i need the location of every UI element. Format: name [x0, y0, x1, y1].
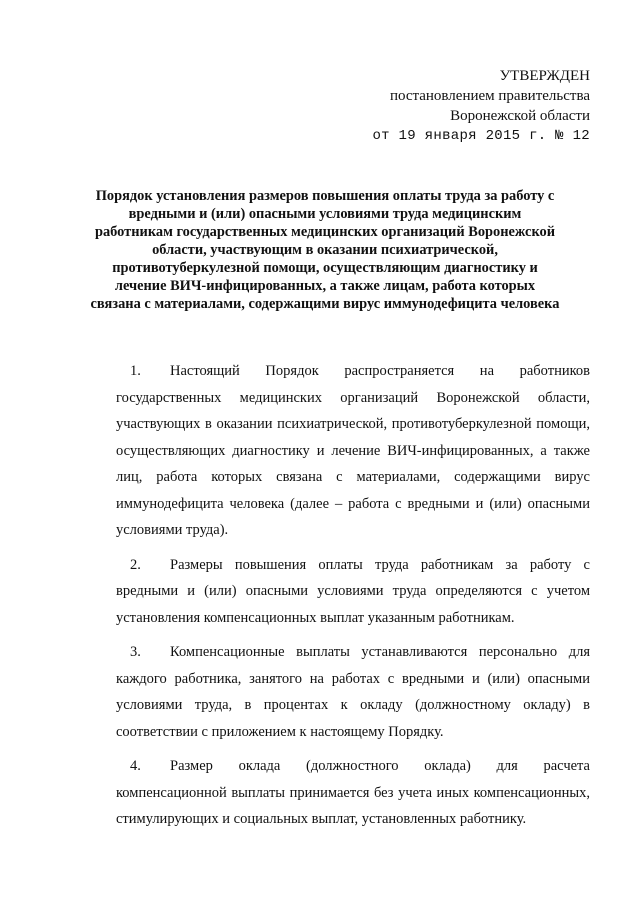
paragraph-number: 1. [130, 363, 141, 379]
paragraph-number: 2. [130, 556, 141, 573]
approval-line-1: постановлением правительства [389, 88, 590, 104]
paragraph-number: 4. [130, 758, 141, 774]
paragraph-number: 3. [130, 644, 141, 660]
paragraph-4 [116, 753, 590, 833]
paragraph-1 [116, 358, 590, 544]
paragraph-text: Настоящий Порядок распространяется на работников государственных медицинских организаций Воронежской области, участвующих в оказании психиатрической, противотуберкулезной помощи, осуществляющих диагностику и лечение ВИЧ-инфицированных, а также лиц, работа которых связана с материалами, содержащими вирус иммунодефицита человека (далее – работа с вредными и (или) опасными условиями труда). [116, 363, 590, 538]
paragraph-2 [116, 552, 590, 632]
document-title: Порядок установления размеров повышения оплаты труда за работу с вредными и (или) опасными условиями труда медицинским работникам государственных медицинских организаций Воронежской области, участвующим в оказании психиатрической, противотуберкулезной помощи, осуществляющим диагностику и лечение ВИЧ-инфицированных, а также лицам, работа которых связана с материалами, содержащими вирус иммунодефицита человека [90, 188, 560, 312]
approval-date-number: от 19 января 2015 г. № 12 [372, 128, 590, 144]
document-body [116, 358, 590, 841]
paragraph-text: Компенсационные выплаты устанавливаются персонально для каждого работника, занятого на работах с вредными и (или) опасными условиями труда, в процентах к окладу (должностному окладу) в соответствии с приложением к настоящему Порядку. [116, 644, 590, 740]
paragraph-text: Размеры повышения оплаты труда работникам за работу с вредными и (или) опасными условиями труда определяются с учетом установления компенсационных выплат указанным работникам. [116, 556, 590, 626]
paragraph-text: Размер оклада (должностного оклада) для расчета компенсационной выплаты принимается без учета иных компенсационных, стимулирующих и социальных выплат, установленных работнику. [116, 758, 590, 827]
approval-heading: УТВЕРЖДЕН [499, 68, 590, 84]
paragraph-3 [116, 639, 590, 745]
approval-stamp [372, 66, 590, 146]
approval-line-2: Воронежской области [450, 108, 590, 124]
